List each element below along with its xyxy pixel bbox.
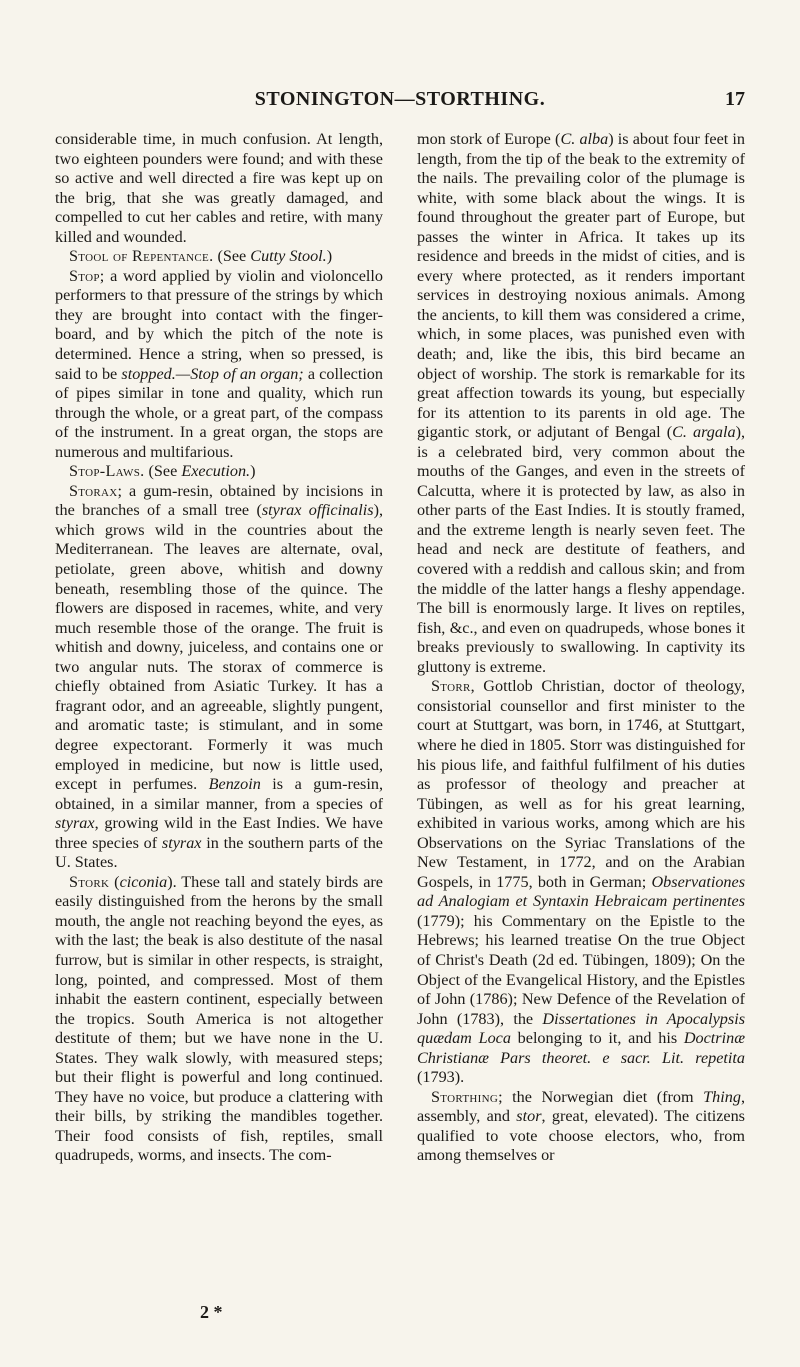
entry-headword: Stork (69, 872, 110, 891)
italic-text: stor (516, 1107, 542, 1126)
entry-paragraph (55, 482, 383, 873)
italic-text: styrax (161, 833, 202, 852)
running-title: STONINGTON—STORTHING. (254, 88, 546, 110)
body-text: , assembly, and (417, 1087, 745, 1126)
page-number: 17 (725, 88, 745, 110)
body-text: , growing wild in the East Indies. We have three species of (55, 814, 383, 852)
body-text: ), which grows wild in the countries about the Mediterranean. The leaves are alternate, oval, petiolate, green above, whitish and downy beneath, resembling those of the quince. The flowers are disposed in racemes, white, and very much resemble those of the orange. The fruit is whitish and downy, juiceless, and contains one or two angular nuts. The storax of commerce is chiefly obtained from Asiatic Turkey. It has a fragrant odor, and an agreeable, slightly pungent, and aromatic taste; is stimulant, and in some degree expectorant. Formerly it was much employed in medicine, but now is little used, except in perfumes. (55, 501, 383, 794)
signature-mark: 2 * (200, 1302, 223, 1322)
entry-paragraph (417, 677, 745, 1087)
entry-paragraph (55, 247, 383, 267)
running-header (55, 88, 745, 118)
body-text: ) is about four feet in length, from the tip of the beak to the extremity of the nails. The prevailing color of the plumage is white, with some black about the wings. It is found throughout the greater part of Europe, but passes the winter in Africa. It takes up its residence and breeds in the midst of cities, and is every where protected, as it renders important services in destroying noxious animals. Among the ancients, to kill them was considered a crime, which, in some places, was punished even with death; and, like the ibis, this bird became an object of worship. The stork is remarkable for its great affection towards its young, but especially for its attention to its parents in old age. The gigantic stork, or adjutant of Bengal ( (417, 130, 746, 442)
body-text: is a gum-resin, obtained, in a similar manner, from a species of (55, 775, 383, 813)
italic-text: Cutty Stool. (250, 247, 327, 266)
entry-headword: Storthing (431, 1087, 499, 1106)
italic-text: Observationes ad Analogiam et Syntaxin Hebraicam pertinentes (417, 872, 745, 911)
entry-paragraph (417, 1088, 745, 1166)
body-text: ) (326, 247, 333, 266)
body-text: (See (144, 462, 182, 481)
entry-paragraph (55, 130, 383, 247)
entry-headword: Storr (431, 677, 471, 696)
body-text: a collection of pipes similar in tone and quality, which run through the whole, or a great part, of the compass of the instrument. In a great organ, the stops are numerous and multifarious. (55, 364, 383, 461)
body-text: , Gottlob Christian, doctor of theology, consistorial counsellor and first minister to the court at Stuttgart, was born, in 1746, at Stuttgart, where he died in 1805. Storr was distinguished for his pious life, and faithful fulfilment of his duties as professor of theology and preacher at Tübingen, as well as for his great learning, exhibited in various works, among which are his Observations on the Syriac Translations of the New Testament, in 1772, and on the Arabian Gospels, in 1775, both in German; (417, 677, 745, 891)
body-text: mon stork of Europe ( (417, 130, 561, 148)
body-text: belonging to it, and his (510, 1029, 684, 1048)
italic-text: Doctrinæ Christianæ Pars theoret. e sacr. Lit. repetita (417, 1029, 745, 1067)
entry-headword: Storax (69, 481, 118, 500)
body-text: in the southern parts of the U. States. (55, 833, 383, 872)
entry-headword: Stop (69, 266, 100, 285)
left-column (55, 130, 383, 1166)
body-text: (See (213, 247, 251, 266)
body-text: ). These tall and stately birds are easily distinguished from the herons by the small mouth, the angle not reaching beyond the eyes, as with the last; the beak is also destitute of the nasal furrow, but is similar in other respects, is straight, long, pointed, and compressed. Most of them inhabit the eastern continent, especially between the tropics. South America is not altogether destitute of them; but we have none in the U. States. They walk slowly, with measured steps; but their flight is powerful and long continued. They have no voice, but produce a clattering with their bills, by striking the mandibles together. Their food consists of fish, reptiles, small quadrupeds, worms, and insects. The com- (55, 872, 383, 1165)
entry-headword: Stop-Laws. (69, 462, 145, 481)
entry-paragraph (55, 873, 383, 1166)
body-text: , great, elevated). The citizens qualified to vote choose electors, who, from among themselves or (417, 1107, 745, 1165)
entry-headword: Stool of Repentance. (69, 247, 214, 266)
body-text: ( (109, 872, 120, 891)
body-text: ), is a celebrated bird, very common about the mouths of the Ganges, and even in the streets of Calcutta, where it is protected by law, as also in other parts of the East Indies. It is stoutly framed, and the extreme length is nearly seven feet. The head and neck are destitute of feathers, and covered with a reddish and callous skin; and from the middle of the latter hangs a fleshy appendage. The bill is enormously large. It lives on reptiles, fish, &c., and even on quadrupeds, whose bones it breaks previously to swallowing. In captivity its gluttony is extreme. (417, 423, 745, 676)
right-column (417, 130, 745, 1166)
body-text: (1779); his Commentary on the Epistle to the Hebrews; his learned treatise On the true Object of Christ's Death (2d ed. Tübingen, 1809); On the Object of the Evangelical History, and the Epistles of John (1786); New Defence of the Revelation of John (1783), the (417, 911, 745, 1028)
italic-text: C. alba (560, 130, 609, 148)
italic-text: Dissertationes in Apocalypsis quædam Loca (417, 1009, 745, 1048)
body-text: ; the Norwegian diet (from (498, 1087, 704, 1106)
entry-paragraph (55, 267, 383, 462)
italic-text: styrax officinalis (261, 501, 374, 520)
italic-text: Execution. (181, 462, 251, 481)
entry-paragraph (55, 462, 383, 482)
body-text: considerable time, in much confusion. At length, two eighteen pounders were found; and with these so active and well directed a fire was kept up on the brig, that she was greatly damaged, and compelled to cut her cables and retire, with many killed and wounded. (55, 130, 383, 246)
body-text: (1793). (417, 1068, 465, 1087)
body-text: ; a word applied by violin and violoncello performers to that pressure of the strings by which they are brought into contact with the finger-board, and by which the pitch of the note is determined. Hence a string, when so pressed, is said to be (55, 266, 383, 383)
entry-paragraph (417, 130, 745, 677)
italic-text: ciconia (119, 872, 168, 891)
italic-text: Thing (703, 1087, 741, 1106)
italic-text: stopped.—Stop of an organ; (121, 364, 304, 383)
body-text: ) (250, 462, 256, 481)
italic-text: Benzoin (208, 775, 261, 794)
body-text: ; a gum-resin, obtained by incisions in the branches of a small tree ( (55, 481, 383, 520)
italic-text: C. argala (672, 423, 736, 442)
italic-text: styrax (55, 814, 95, 833)
